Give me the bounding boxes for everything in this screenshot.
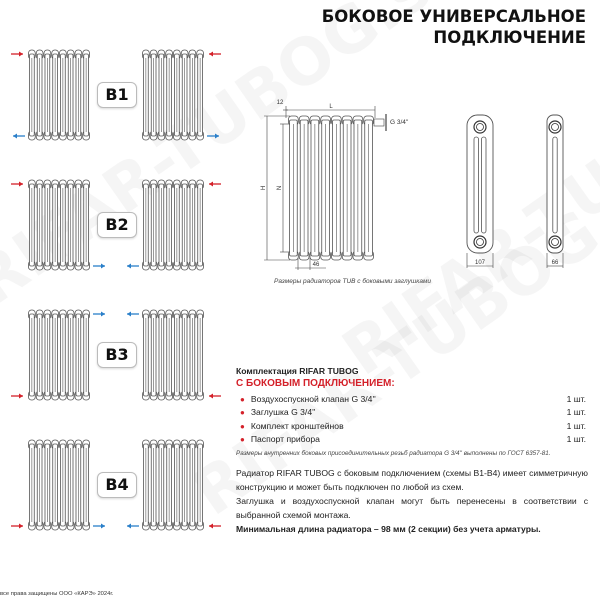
- kit-item: [236, 419, 586, 433]
- kit-item-qty: 1 шт.: [566, 407, 586, 418]
- title-line-1: БОКОВОЕ УНИВЕРСАЛЬНОЕ: [321, 7, 586, 26]
- supply-arrow-icon: [209, 394, 221, 399]
- description: [236, 466, 588, 536]
- return-arrow-icon: [207, 134, 219, 139]
- supply-arrow-icon: [11, 524, 23, 529]
- dimension-label: 107: [474, 260, 486, 266]
- dimension-label: 12: [276, 100, 284, 106]
- bullet-icon: ●: [240, 435, 245, 445]
- thread-note: Размеры внутренних боковых присоединительных резьб радиатора G 3/4'' выполнены по ГОСТ 6357-81.: [236, 450, 551, 457]
- return-arrow-icon: [13, 134, 25, 139]
- dimension-label: 66: [551, 260, 559, 266]
- scheme-label-b4: B4: [97, 472, 137, 498]
- description-min-length: Минимальная длина радиатора – 98 мм (2 секции) без учета арматуры.: [236, 524, 541, 534]
- return-arrow-icon: [127, 524, 139, 529]
- radiator: [143, 180, 204, 270]
- drawing-caption: Размеры радиаторов TUB с боковыми заглушками: [274, 278, 432, 285]
- description-p1: Радиатор RIFAR TUBOG с боковым подключением (схемы B1-B4) имеет симметричную конструкцию и может быть подключен по любой из схем.: [236, 468, 588, 492]
- kit-item-qty: 1 шт.: [566, 420, 586, 431]
- radiator: [29, 50, 90, 140]
- title-line-2: ПОДКЛЮЧЕНИЕ: [433, 28, 586, 47]
- return-arrow-icon: [93, 312, 105, 317]
- radiator: [143, 310, 204, 400]
- kit-subtitle: С БОКОВЫМ ПОДКЛЮЧЕНИЕМ:: [236, 378, 395, 389]
- supply-arrow-icon: [209, 524, 221, 529]
- scheme-label-b2: B2: [97, 212, 137, 238]
- kit-item-qty: 1 шт.: [566, 393, 586, 404]
- bullet-icon: ●: [240, 421, 245, 431]
- kit-list: [236, 366, 586, 446]
- radiator: [143, 50, 204, 140]
- radiator: [29, 310, 90, 400]
- radiator: [29, 440, 90, 530]
- kit-item-qty: 1 шт.: [566, 434, 586, 445]
- supply-arrow-icon: [11, 182, 23, 187]
- description-p2: Заглушка и воздухоспускной клапан могут быть перенесены в соответствии с выбранной схемой монтажа.: [236, 496, 588, 520]
- thread-label: G 3/4'': [390, 119, 409, 126]
- kit-title: Комплектация RIFAR TUBOG: [236, 366, 359, 376]
- scheme-label-b3: B3: [97, 342, 137, 368]
- supply-arrow-icon: [209, 182, 221, 187]
- kit-item-name: Комплект кронштейнов: [250, 420, 344, 431]
- bullet-icon: ●: [240, 408, 245, 418]
- radiator: [289, 116, 374, 260]
- dimension-label: N: [277, 185, 283, 191]
- bullet-icon: ●: [240, 394, 245, 404]
- kit-item-name: Заглушка G 3/4'': [250, 407, 316, 418]
- kit-item: [236, 392, 586, 406]
- kit-item-name: Паспорт прибора: [250, 434, 320, 445]
- return-arrow-icon: [127, 264, 139, 269]
- supply-arrow-icon: [11, 52, 23, 57]
- radiator-side-view: [547, 115, 563, 253]
- scheme-label-b1: B1: [97, 82, 137, 108]
- supply-arrow-icon: [209, 52, 221, 57]
- radiator-side-view: [467, 115, 493, 253]
- fitting-icon: [374, 119, 384, 126]
- kit-item-name: Воздухоспускной клапан G 3/4'': [250, 393, 376, 404]
- return-arrow-icon: [93, 524, 105, 529]
- radiator: [143, 440, 204, 530]
- kit-item: [236, 406, 586, 420]
- dimension-label: L: [329, 104, 333, 110]
- kit-item: [236, 433, 586, 447]
- return-arrow-icon: [127, 312, 139, 317]
- copyright: все права защищены ООО «КАРЭ» 2024г.: [0, 591, 114, 597]
- supply-arrow-icon: [11, 394, 23, 399]
- dimension-label: 46: [312, 262, 320, 268]
- radiator: [29, 180, 90, 270]
- dimension-label: H: [261, 185, 267, 191]
- return-arrow-icon: [93, 264, 105, 269]
